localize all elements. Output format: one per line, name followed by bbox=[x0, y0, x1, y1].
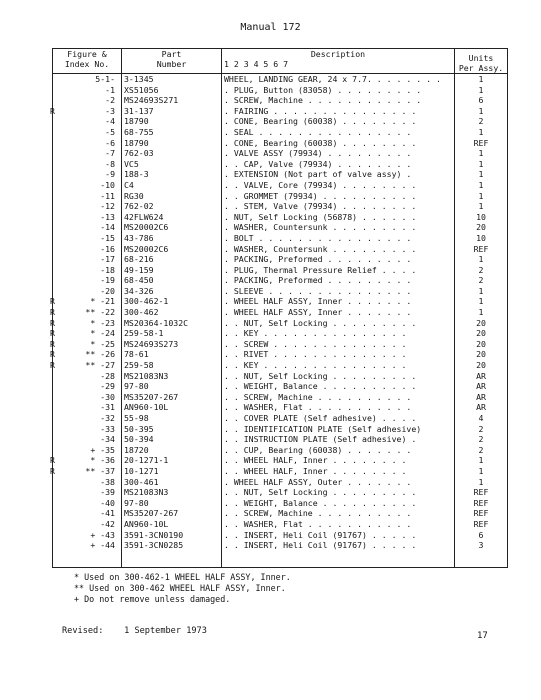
description-cell: . . SCREW, Machine . . . . . . . . . . bbox=[224, 391, 412, 402]
footnote-double-asterisk: ** Used on 300-462 WHEEL HALF ASSY, Inner. bbox=[74, 583, 286, 593]
figure-header-line-2: Index No. bbox=[64, 59, 110, 69]
table-row bbox=[53, 296, 508, 307]
part-number-cell: 68-216 bbox=[124, 254, 154, 265]
description-cell: . . CAP, Valve (79934) . . . . . . . . bbox=[224, 158, 412, 169]
figure-index-cell: -6 bbox=[105, 137, 115, 148]
units-cell: 2 bbox=[478, 264, 484, 275]
units-cell: 4 bbox=[478, 413, 484, 423]
part-number-cell: 3-1345 bbox=[124, 74, 154, 84]
figure-index-cell: -42 bbox=[100, 518, 115, 529]
description-cell: . WHEEL HALF ASSY, Inner . . . . . . . bbox=[224, 296, 412, 307]
indent-level-scale: 1 2 3 4 5 6 7 bbox=[224, 59, 289, 69]
figure-index-cell: ** -27 bbox=[85, 360, 115, 371]
description-cell: . NUT, Self Locking (56878) . . . . . . bbox=[224, 211, 417, 222]
part-number-cell: MS24693S273 bbox=[124, 338, 179, 349]
table-row bbox=[53, 138, 508, 149]
units-cell: 1 bbox=[478, 158, 484, 169]
figure-index-cell: -41 bbox=[100, 508, 115, 519]
units-cell: 6 bbox=[478, 95, 484, 106]
units-cell: 2 bbox=[478, 434, 484, 445]
units-cell: 1 bbox=[478, 285, 484, 296]
part-number-cell: 50-395 bbox=[124, 423, 154, 434]
units-cell: 1 bbox=[478, 307, 484, 318]
figure-index-cell: -31 bbox=[100, 402, 115, 413]
figure-index-cell: -17 bbox=[100, 254, 115, 265]
revision-marker: R bbox=[50, 349, 55, 360]
table-row bbox=[53, 508, 508, 519]
description-cell: . . NUT, Self Locking . . . . . . . . . bbox=[224, 487, 417, 498]
description-cell: . . WASHER, Flat . . . . . . . . . . . bbox=[224, 402, 412, 413]
description-cell: . PACKING, Preformed . . . . . . . . . bbox=[224, 254, 412, 265]
table-row bbox=[53, 349, 508, 360]
units-cell: 1 bbox=[478, 105, 484, 116]
table-row bbox=[53, 180, 508, 191]
units-cell: 1 bbox=[478, 148, 484, 159]
description-cell: . FAIRING . . . . . . . . . . . . . . . bbox=[224, 105, 417, 116]
table-row bbox=[53, 74, 508, 85]
part-number-cell: 762-02 bbox=[124, 201, 154, 212]
description-header-label: Description bbox=[310, 49, 366, 59]
description-cell: . . GROMMET (79934) . . . . . . . . . . bbox=[224, 190, 417, 201]
description-cell: . WASHER, Countersunk . . . . . . . . . bbox=[224, 243, 417, 254]
description-cell: . . WASHER, Flat . . . . . . . . . . . bbox=[224, 518, 412, 529]
table-row bbox=[53, 106, 508, 117]
units-cell: 1 bbox=[478, 201, 484, 212]
figure-index-cell: * -25 bbox=[90, 338, 115, 349]
revision-marker: R bbox=[50, 465, 55, 476]
description-cell: . . KEY . . . . . . . . . . . . . . . bbox=[224, 328, 407, 339]
description-cell: . . INSERT, Heli Coil (91767) . . . . . bbox=[224, 540, 417, 551]
part-number-cell: 97-80 bbox=[124, 381, 149, 392]
table-row bbox=[53, 487, 508, 498]
table-row bbox=[53, 371, 508, 382]
units-cell: 1 bbox=[478, 169, 484, 180]
units-cell: 20 bbox=[476, 317, 486, 328]
footnote-plus: + Do not remove unless damaged. bbox=[74, 594, 231, 604]
figure-index-cell: -10 bbox=[100, 179, 115, 190]
figure-index-cell: -19 bbox=[100, 275, 115, 286]
revised-date: 1 September 1973 bbox=[124, 626, 207, 636]
table-row bbox=[53, 275, 508, 286]
units-header bbox=[455, 49, 508, 74]
units-cell: 1 bbox=[478, 179, 484, 190]
part-number-cell: 18720 bbox=[124, 444, 149, 455]
units-cell: 20 bbox=[476, 338, 486, 349]
units-cell: REF bbox=[473, 497, 489, 508]
part-header-line-2: Number bbox=[156, 59, 187, 69]
description-cell: . . NUT, Self Locking . . . . . . . . . bbox=[224, 370, 417, 381]
revised-label: Revised: bbox=[62, 626, 104, 636]
description-cell: . PACKING, Preformed . . . . . . . . . bbox=[224, 275, 412, 286]
units-cell: 10 bbox=[476, 232, 486, 243]
part-number-cell: 300-462 bbox=[124, 307, 159, 318]
units-cell: 1 bbox=[478, 126, 484, 137]
units-header-line-2: Per Assy. bbox=[458, 63, 504, 73]
table-bottom-row bbox=[53, 551, 508, 568]
table-row bbox=[53, 191, 508, 202]
part-number-cell: 78-61 bbox=[124, 349, 149, 360]
figure-index-cell: -34 bbox=[100, 434, 115, 445]
footnotes bbox=[74, 572, 291, 605]
units-cell: 2 bbox=[478, 444, 484, 455]
description-header bbox=[222, 49, 455, 74]
description-cell: . . WEIGHT, Balance . . . . . . . . . . bbox=[224, 497, 417, 508]
figure-index-cell: * -36 bbox=[90, 455, 115, 466]
description-cell: . . RIVET . . . . . . . . . . . . . . bbox=[224, 349, 407, 360]
description-cell: . EXTENSION (Not part of valve assy) . bbox=[224, 169, 412, 180]
table-row bbox=[53, 244, 508, 255]
part-number-cell: 3591-3CN0285 bbox=[124, 540, 184, 551]
table-row bbox=[53, 201, 508, 212]
part-number-cell: 50-394 bbox=[124, 434, 154, 445]
table-row bbox=[53, 434, 508, 445]
parts-table bbox=[52, 48, 508, 568]
figure-index-cell: -9 bbox=[105, 169, 115, 180]
part-number-cell: 259-58 bbox=[124, 360, 154, 371]
table-row bbox=[53, 424, 508, 435]
description-cell: . WHEEL HALF ASSY, Inner . . . . . . . bbox=[224, 307, 412, 318]
description-cell: . BOLT . . . . . . . . . . . . . . . . bbox=[224, 232, 412, 243]
figure-index-cell: + -44 bbox=[90, 540, 115, 551]
table-row bbox=[53, 85, 508, 96]
figure-index-cell: -8 bbox=[105, 158, 115, 169]
units-cell: 3 bbox=[478, 540, 484, 551]
figure-index-cell: ** -26 bbox=[85, 349, 115, 360]
description-cell: . . WHEEL HALF, Inner . . . . . . . . bbox=[224, 455, 407, 466]
table-row bbox=[53, 328, 508, 339]
description-cell: . . NUT, Self Locking . . . . . . . . . bbox=[224, 317, 417, 328]
description-cell: . . SCREW, Machine . . . . . . . . . . bbox=[224, 508, 412, 519]
units-cell: 20 bbox=[476, 349, 486, 360]
part-number-cell: 34-326 bbox=[124, 285, 154, 296]
units-cell: 2 bbox=[478, 275, 484, 286]
table-row bbox=[53, 233, 508, 244]
part-number-cell: C4 bbox=[124, 179, 134, 190]
description-cell: . WASHER, Countersunk . . . . . . . . . bbox=[224, 222, 417, 233]
page-number: 17 bbox=[477, 631, 488, 641]
part-number-header bbox=[122, 49, 222, 74]
description-cell: . CONE, Bearing (60038) . . . . . . . . bbox=[224, 137, 417, 148]
figure-header-line-1: Figure & bbox=[67, 49, 107, 59]
figure-index-header bbox=[53, 49, 122, 74]
part-number-cell: VC5 bbox=[124, 158, 139, 169]
figure-index-cell: -29 bbox=[100, 381, 115, 392]
table-row bbox=[53, 455, 508, 466]
table-row bbox=[53, 530, 508, 541]
description-cell: . VALVE ASSY (79934) . . . . . . . . . bbox=[224, 148, 412, 159]
figure-index-cell: -12 bbox=[100, 201, 115, 212]
table-row bbox=[53, 159, 508, 170]
figure-index-cell: -40 bbox=[100, 497, 115, 508]
figure-index-cell: + -43 bbox=[90, 529, 115, 540]
figure-index-cell: + -35 bbox=[90, 444, 115, 455]
part-number-cell: MS20002C6 bbox=[124, 243, 169, 254]
description-cell: . . COVER PLATE (Self adhesive) . . . . bbox=[224, 413, 417, 423]
figure-index-cell: -2 bbox=[105, 95, 115, 106]
figure-index-cell: -5 bbox=[105, 126, 115, 137]
description-cell: . SCREW, Machine . . . . . . . . . . . . bbox=[224, 95, 422, 106]
revision-marker: R bbox=[50, 328, 55, 339]
part-number-cell: 20-1271-1 bbox=[124, 455, 169, 466]
revision-marker: R bbox=[50, 105, 55, 116]
figure-index-cell: -15 bbox=[100, 232, 115, 243]
part-number-cell: MS20002C6 bbox=[124, 222, 169, 233]
part-number-cell: MS35207-267 bbox=[124, 508, 179, 519]
units-cell: 2 bbox=[478, 116, 484, 127]
description-cell: . . IDENTIFICATION PLATE (Self adhesive) bbox=[224, 423, 422, 434]
figure-index-cell: -33 bbox=[100, 423, 115, 434]
figure-index-cell: -20 bbox=[100, 285, 115, 296]
part-number-cell: 300-461 bbox=[124, 476, 159, 487]
figure-index-cell: ** -37 bbox=[85, 465, 115, 476]
description-cell: . . WEIGHT, Balance . . . . . . . . . . bbox=[224, 381, 417, 392]
table-row bbox=[53, 254, 508, 265]
figure-index-cell: -4 bbox=[105, 116, 115, 127]
revision-marker: R bbox=[50, 317, 55, 328]
part-number-cell: 97-80 bbox=[124, 497, 149, 508]
table-header-row bbox=[53, 49, 508, 74]
part-number-cell: MS35207-267 bbox=[124, 391, 179, 402]
table-row bbox=[53, 339, 508, 350]
table-row bbox=[53, 265, 508, 276]
description-cell: . . VALVE, Core (79934) . . . . . . . . bbox=[224, 179, 417, 190]
units-cell: AR bbox=[476, 370, 486, 381]
figure-index-cell: -11 bbox=[100, 190, 115, 201]
table-row bbox=[53, 148, 508, 159]
part-number-cell: 31-137 bbox=[124, 105, 154, 116]
units-cell: AR bbox=[476, 402, 486, 413]
table-row bbox=[53, 540, 508, 551]
table-row bbox=[53, 212, 508, 223]
part-number-cell: 3591-3CN0190 bbox=[124, 529, 184, 540]
part-number-cell: AN960-10L bbox=[124, 402, 169, 413]
units-cell: 10 bbox=[476, 211, 486, 222]
units-cell: 1 bbox=[478, 84, 484, 95]
units-cell: REF bbox=[473, 243, 489, 254]
figure-index-cell: -39 bbox=[100, 487, 115, 498]
part-number-cell: MS21083N3 bbox=[124, 370, 169, 381]
table-row bbox=[53, 402, 508, 413]
part-header-line-1: Part bbox=[161, 49, 182, 59]
revision-marker: R bbox=[50, 338, 55, 349]
units-cell: 20 bbox=[476, 222, 486, 233]
part-number-cell: 18790 bbox=[124, 116, 149, 127]
figure-index-cell: -13 bbox=[100, 211, 115, 222]
part-number-cell: 43-786 bbox=[124, 232, 154, 243]
figure-index-cell: -14 bbox=[100, 222, 115, 233]
figure-index-cell: -7 bbox=[105, 148, 115, 159]
part-number-cell: MS20364-1032C bbox=[124, 317, 189, 328]
figure-index-cell: -28 bbox=[100, 370, 115, 381]
figure-index-cell: -38 bbox=[100, 476, 115, 487]
part-number-cell: RG30 bbox=[124, 190, 144, 201]
description-cell: . SEAL . . . . . . . . . . . . . . . . bbox=[224, 126, 412, 137]
table-row bbox=[53, 519, 508, 530]
table-row bbox=[53, 127, 508, 138]
table-row bbox=[53, 392, 508, 403]
part-number-cell: 42FLW624 bbox=[124, 211, 164, 222]
table-row bbox=[53, 307, 508, 318]
part-number-cell: 49-159 bbox=[124, 264, 154, 275]
part-number-cell: 18790 bbox=[124, 137, 149, 148]
description-cell: . SLEEVE . . . . . . . . . . . . . . . bbox=[224, 285, 412, 296]
part-number-cell: MS24693S271 bbox=[124, 95, 179, 106]
table-row bbox=[53, 466, 508, 477]
units-cell: 1 bbox=[478, 476, 484, 487]
table-row bbox=[53, 116, 508, 127]
table-row bbox=[53, 318, 508, 329]
units-cell: 1 bbox=[478, 296, 484, 307]
table-row bbox=[53, 413, 508, 424]
description-cell: . . KEY . . . . . . . . . . . . . . . bbox=[224, 360, 407, 371]
table-row bbox=[53, 286, 508, 297]
table-row bbox=[53, 498, 508, 509]
units-cell: 20 bbox=[476, 360, 486, 371]
description-cell: WHEEL, LANDING GEAR, 24 x 7.7. . . . . . . . bbox=[224, 74, 441, 84]
figure-index-cell: -16 bbox=[100, 243, 115, 254]
table-row bbox=[53, 95, 508, 106]
units-cell: AR bbox=[476, 381, 486, 392]
figure-index-cell: 5-1- bbox=[95, 74, 115, 84]
table-row bbox=[53, 381, 508, 392]
figure-index-cell: -3 bbox=[105, 105, 115, 116]
description-cell: . PLUG, Button (83058) . . . . . . . . . bbox=[224, 84, 422, 95]
units-cell: 1 bbox=[478, 190, 484, 201]
units-cell: REF bbox=[473, 518, 489, 529]
part-number-cell: 300-462-1 bbox=[124, 296, 169, 307]
units-cell: REF bbox=[473, 137, 489, 148]
figure-index-cell: -18 bbox=[100, 264, 115, 275]
units-header-line-1: Units bbox=[468, 53, 494, 63]
table-row bbox=[53, 169, 508, 180]
figure-index-cell: * -24 bbox=[90, 328, 115, 339]
revision-marker: R bbox=[50, 307, 55, 318]
table-row bbox=[53, 477, 508, 488]
part-number-cell: 68-450 bbox=[124, 275, 154, 286]
figure-index-cell: -1 bbox=[105, 84, 115, 95]
part-number-cell: MS21083N3 bbox=[124, 487, 169, 498]
part-number-cell: 188-3 bbox=[124, 169, 149, 180]
revision-marker: R bbox=[50, 360, 55, 371]
figure-index-cell: -30 bbox=[100, 391, 115, 402]
units-cell: 1 bbox=[478, 74, 484, 84]
table-row bbox=[53, 445, 508, 456]
table-row bbox=[53, 222, 508, 233]
table-row bbox=[53, 360, 508, 371]
part-number-cell: 10-1271 bbox=[124, 465, 159, 476]
figure-index-cell: * -23 bbox=[90, 317, 115, 328]
units-cell: 6 bbox=[478, 529, 484, 540]
units-cell: REF bbox=[473, 508, 489, 519]
revision-line bbox=[62, 626, 207, 636]
description-cell: . . STEM, Valve (79934) . . . . . . . . bbox=[224, 201, 417, 212]
part-number-cell: 259-58-1 bbox=[124, 328, 164, 339]
figure-index-cell: ** -22 bbox=[85, 307, 115, 318]
figure-index-cell: -32 bbox=[100, 413, 115, 423]
part-number-cell: XS51056 bbox=[124, 84, 159, 95]
description-cell: . . WHEEL HALF, Inner . . . . . . . . bbox=[224, 465, 407, 476]
description-cell: . . CUP, Bearing (60038) . . . . . . . bbox=[224, 444, 412, 455]
figure-index-cell: * -21 bbox=[90, 296, 115, 307]
description-cell: . WHEEL HALF ASSY, Outer . . . . . . . bbox=[224, 476, 412, 487]
units-cell: 1 bbox=[478, 254, 484, 265]
part-number-cell: 762-03 bbox=[124, 148, 154, 159]
description-cell: . PLUG, Thermal Pressure Relief . . . . bbox=[224, 264, 417, 275]
manual-title: Manual 172 bbox=[240, 22, 301, 33]
units-cell: 2 bbox=[478, 423, 484, 434]
description-cell: . . INSERT, Heli Coil (91767) . . . . . bbox=[224, 529, 417, 540]
units-cell: 20 bbox=[476, 328, 486, 339]
revision-marker: R bbox=[50, 296, 55, 307]
description-cell: . . INSTRUCTION PLATE (Self adhesive) . bbox=[224, 434, 417, 445]
units-cell: AR bbox=[476, 391, 486, 402]
part-number-cell: 68-755 bbox=[124, 126, 154, 137]
footnote-single-asterisk: * Used on 300-462-1 WHEEL HALF ASSY, Inner. bbox=[74, 572, 291, 582]
description-cell: . . SCREW . . . . . . . . . . . . . . bbox=[224, 338, 407, 349]
units-cell: 1 bbox=[478, 465, 484, 476]
part-number-cell: AN960-10L bbox=[124, 518, 169, 529]
units-cell: REF bbox=[473, 487, 489, 498]
revision-marker: R bbox=[50, 455, 55, 466]
part-number-cell: 55-98 bbox=[124, 413, 149, 423]
units-cell: 1 bbox=[478, 455, 484, 466]
description-cell: . CONE, Bearing (60038) . . . . . . . . bbox=[224, 116, 417, 127]
